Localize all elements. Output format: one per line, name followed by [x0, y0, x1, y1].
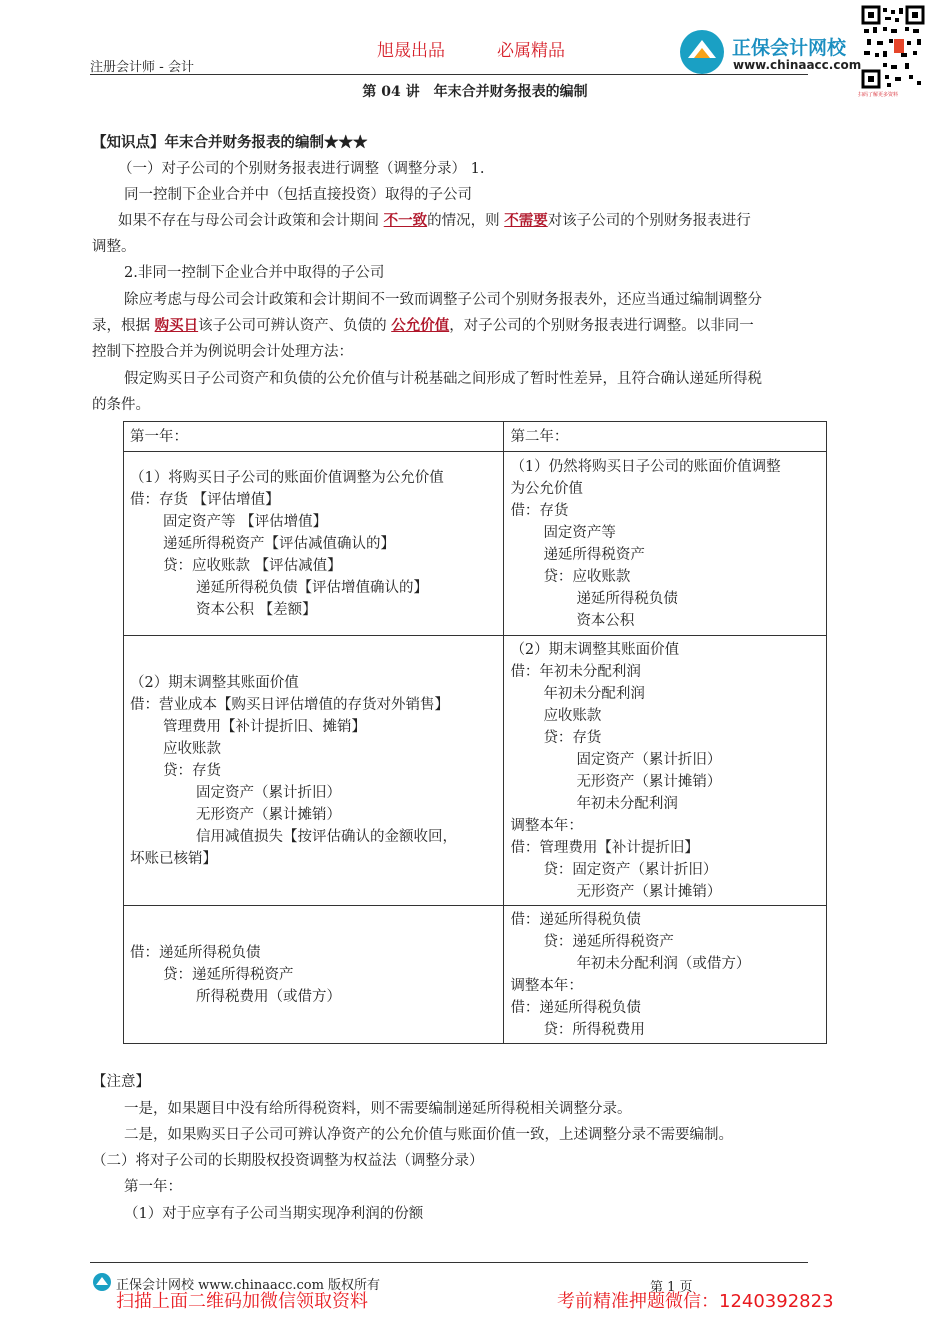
entry-line: 递延所得税负债 — [576, 590, 678, 607]
item1-text-b: 的情况，则 — [427, 213, 505, 229]
entry-line: （1）将购买日子公司的账面价值调整为公允价值 — [130, 469, 444, 486]
entry-line: 贷：所得税费用 — [543, 1021, 645, 1038]
term-fair-value: 公允价值 — [391, 317, 450, 334]
brand-right-text: 必属精品 — [497, 41, 565, 61]
item2-text-a: 录，根据 — [92, 318, 155, 334]
row1-year1-cell — [124, 452, 504, 636]
entry-line: 借：递延所得税负债 — [510, 999, 641, 1016]
entry-line: 所得税费用（或借方） — [196, 988, 341, 1005]
entry-line: （2）期末调整其账面价值 — [130, 674, 299, 691]
header-year2: 第二年： — [504, 422, 827, 452]
entry-line: 资本公积 — [576, 612, 635, 629]
lecture-title: 第 04 讲 年末合并财务报表的编制 — [362, 84, 588, 100]
entry-line: 资本公积 【差额】 — [196, 601, 317, 618]
entry-line: 为公允价值 — [510, 480, 583, 497]
entry-line: 调整本年： — [510, 817, 583, 834]
note-2: 二是，如果购买日子公司可辨认净资产的公允价值与账面价值一致，上述调整分录不需要编制。 — [124, 1127, 733, 1143]
entry-line: 年初未分配利润 — [543, 685, 645, 702]
term-inconsistent: 不一致 — [383, 212, 428, 229]
logo-url: www.chinaacc.com — [733, 58, 862, 72]
header-divider — [90, 74, 808, 75]
entry-line: 贷：递延所得税资产 — [163, 966, 294, 983]
entry-line: 递延所得税资产【评估减值确认的】 — [163, 535, 395, 552]
entry-line: 应收账款 — [163, 740, 221, 757]
entry-line: 借：递延所得税负债 — [510, 911, 641, 928]
row3-year2-cell — [504, 906, 827, 1044]
item2-text-c: ，对子公司的个别财务报表进行调整。以非同一 — [449, 318, 754, 334]
entry-line: 无形资产（累计摊销） — [196, 806, 341, 823]
term-purchase-date: 购买日 — [154, 317, 199, 334]
footer-logo-icon — [92, 1272, 112, 1292]
entry-line: 固定资产等 【评估增值】 — [163, 513, 328, 530]
entry-line: （1）仍然将购买日子公司的账面价值调整 — [510, 458, 781, 475]
entry-line: 借：管理费用【补计提折旧】 — [510, 839, 699, 856]
footer-divider — [90, 1262, 808, 1263]
header-year1: 第一年： — [124, 422, 504, 452]
logo-icon — [678, 28, 726, 76]
brand-left-text: 旭晟出品 — [377, 41, 445, 61]
knowledge-heading: 【知识点】年末合并财务报表的编制★★★ — [92, 134, 368, 151]
footer-page-number: 第 1 页 — [650, 1280, 693, 1295]
entry-line: 调整本年： — [510, 977, 583, 994]
notes-heading: 【注意】 — [92, 1074, 150, 1090]
entry-line: 无形资产（累计摊销） — [576, 883, 722, 900]
entry-line: 借：年初未分配利润 — [510, 663, 641, 680]
qr-caption: 扫码了解更多资料 — [858, 92, 899, 98]
footer-ad-right: 考前精准押题微信：1240392823 — [557, 1291, 834, 1312]
entry-line: 借：存货 — [510, 502, 569, 519]
chinaacc-logo — [678, 28, 726, 76]
item2-line2 — [92, 315, 754, 337]
item2-line1: 除应考虑与母公司会计政策和会计期间不一致而调整子公司个别财务报表外，还应当通过编制调整分 — [124, 292, 762, 308]
entry-line: 贷：存货 — [543, 729, 602, 746]
item1-paragraph — [118, 210, 751, 232]
entry-line: 应收账款 — [543, 707, 602, 724]
entry-line: 年初未分配利润 — [576, 795, 678, 812]
row2-year1-cell — [124, 636, 504, 906]
item2-line3: 控制下控股合并为例说明会计处理方法： — [92, 344, 353, 360]
entry-line: 管理费用【补计提折旧、摊销】 — [163, 718, 366, 735]
adjustment-table — [123, 421, 827, 1044]
entry-line: 固定资产（累计折旧） — [196, 784, 341, 801]
row1-year2-cell — [504, 452, 827, 636]
item1-paragraph-end: 调整。 — [92, 239, 136, 255]
section1-heading: （一）对子公司的个别财务报表进行调整（调整分录） 1. — [118, 161, 485, 177]
entry-line: 递延所得税资产 — [543, 546, 645, 563]
year1-label: 第一年： — [124, 1179, 182, 1195]
entry-line: 借：营业成本【购买日评估增值的存货对外销售】 — [130, 696, 449, 713]
entry-line: 坏账已核销】 — [130, 850, 217, 867]
entry-line: 无形资产（累计摊销） — [576, 773, 722, 790]
subject-label: 注册会计师 - 会计 — [90, 60, 194, 75]
assumption-line1: 假定购买日子公司资产和负债的公允价值与计税基础之间形成了暂时性差异，且符合确认递延所得税 — [124, 371, 762, 387]
item1-text-a: 如果不存在与母公司会计政策和会计期间 — [118, 213, 384, 229]
entry-line: 信用减值损失【按评估确认的金额收回， — [196, 828, 457, 845]
entry-line: （2）期末调整其账面价值 — [510, 641, 680, 658]
entry-line: 固定资产（累计折旧） — [576, 751, 722, 768]
item2-text-b: 该子公司可辨认资产、负债的 — [198, 318, 392, 334]
section2-heading: （二）将对子公司的长期股权投资调整为权益法（调整分录） — [92, 1153, 484, 1169]
entry-line: 贷：应收账款 — [543, 568, 631, 585]
entry-line: 固定资产等 — [543, 524, 616, 541]
entry-line: 贷：应收账款 【评估减值】 — [163, 557, 342, 574]
entry-line: 年初未分配利润（或借方） — [576, 955, 751, 972]
entry-line: 借：递延所得税负债 — [130, 944, 261, 961]
logo-name: 正保会计网校 — [732, 37, 847, 59]
entry-line: 递延所得税负债【评估增值确认的】 — [196, 579, 428, 596]
note-1: 一是，如果题目中没有给所得税资料，则不需要编制递延所得税相关调整分录。 — [124, 1101, 632, 1117]
row2-year2-cell — [504, 636, 827, 906]
item2-title: 2.非同一控制下企业合并中取得的子公司 — [124, 265, 385, 281]
section2-item1: （1）对于应享有子公司当期实现净利润的份额 — [124, 1206, 424, 1222]
assumption-line2: 的条件。 — [92, 397, 150, 413]
item1-text-c: 对该子公司的个别财务报表进行 — [547, 213, 751, 229]
entry-line: 借：存货 【评估增值】 — [130, 491, 280, 508]
row3-year1-cell — [124, 906, 504, 1044]
footer-ad-left: 扫描上面二维码加微信领取资料 — [116, 1291, 368, 1312]
footer-copyright: 正保会计网校 www.chinaacc.com 版权所有 — [116, 1278, 381, 1293]
entry-line: 贷：存货 — [163, 762, 221, 779]
term-not-required: 不需要 — [504, 212, 548, 229]
entry-line: 贷：固定资产（累计折旧） — [543, 861, 718, 878]
item1-title: 同一控制下企业合并中（包括直接投资）取得的子公司 — [124, 187, 472, 203]
qr-code[interactable] — [861, 5, 925, 89]
entry-line: 贷：递延所得税资产 — [543, 933, 674, 950]
